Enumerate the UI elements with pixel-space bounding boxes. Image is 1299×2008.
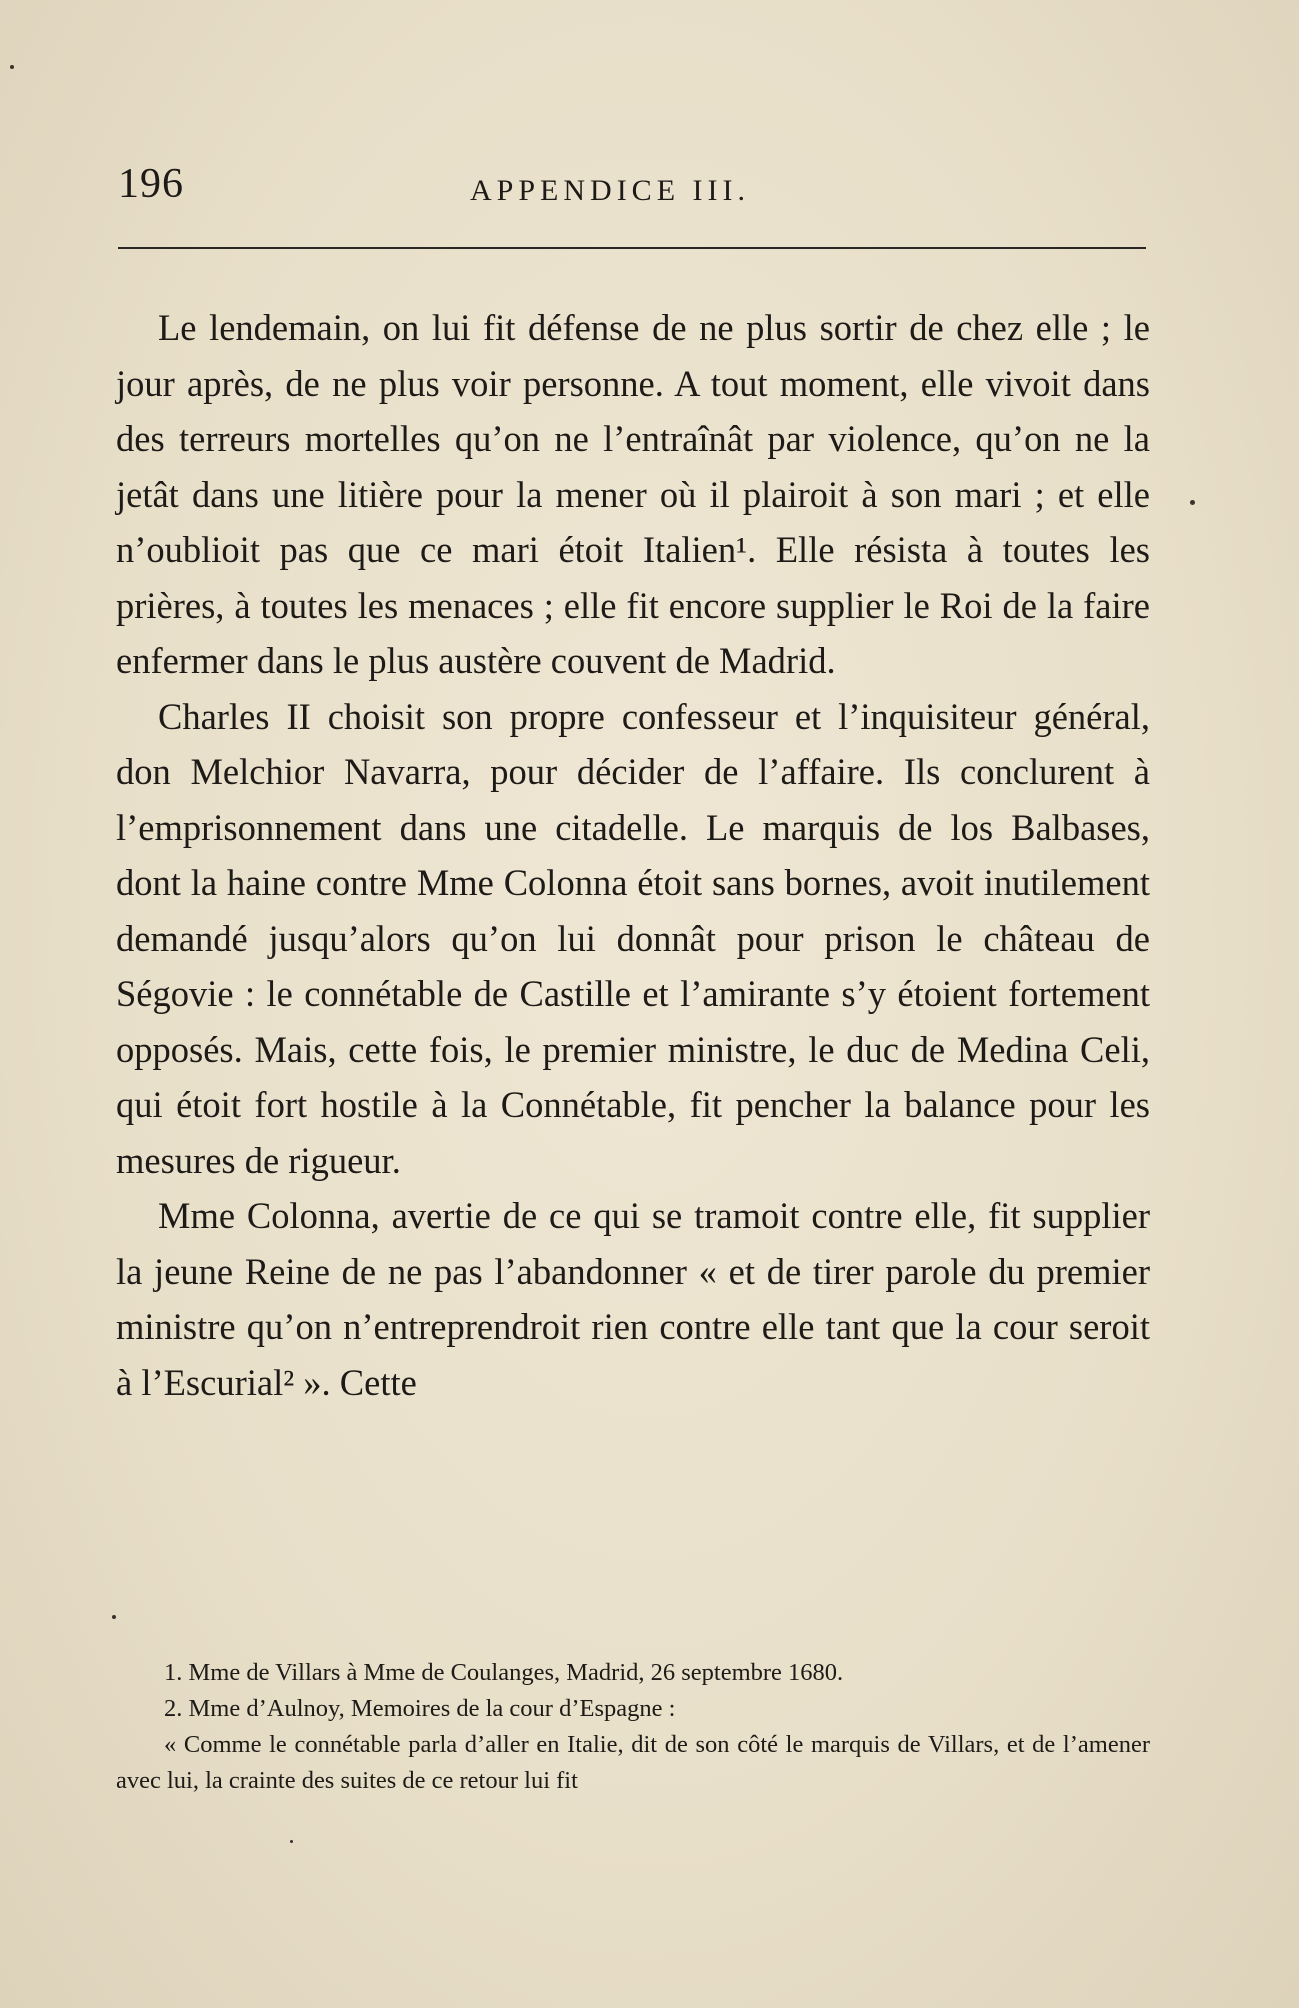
footnote-1: 1. Mme de Villars à Mme de Coulanges, Madrid, 26 septembre 1680. bbox=[164, 1659, 844, 1686]
ink-speck bbox=[112, 1615, 116, 1619]
footnotes bbox=[116, 1655, 1150, 1799]
main-text bbox=[116, 300, 1150, 1410]
page-header bbox=[118, 160, 1148, 220]
paragraph: Charles II choisit son propre confesseur et l’inquisiteur général, don Melchior Navarra, pour décider de l’affaire. Ils conclurent à l’emprisonnement dans une citadelle. Le marquis de los Balbases, dont la haine contre Mme Colonna étoit sans bornes, avoit inutilement demandé jusqu’alors qu’on lui donnât pour prison le château de Ségovie : le connétable de Castille et l’amirante s’y étoient fortement opposés. Mais, cette fois, le premier ministre, le duc de Medina Celi, qui étoit fort hostile à la Connétable, fit pencher la balance pour les mesures de rigueur. bbox=[116, 695, 1150, 1181]
ink-speck bbox=[10, 65, 14, 69]
running-head: APPENDICE III. bbox=[470, 174, 750, 207]
ink-speck bbox=[1190, 500, 1195, 505]
header-rule bbox=[118, 247, 1146, 249]
paragraph: Mme Colonna, avertie de ce qui se tramoit contre elle, fit supplier la jeune Reine de ne pas l’abandonner « et de tirer parole du premier ministre qu’on n’entreprendroit rien contre elle tant que la cour seroit à l’Escurial² ». Cette bbox=[116, 1195, 1150, 1403]
page-number: 196 bbox=[118, 161, 184, 207]
footnote-quote: « Comme le connétable parla d’aller en Italie, dit de son côté le marquis de Villars, et de l’amener avec lui, la crainte des suites de ce retour lui fit bbox=[116, 1731, 1150, 1794]
paragraph: Le lendemain, on lui fit défense de ne plus sortir de chez elle ; le jour après, de ne plus voir personne. A tout moment, elle vivoit dans des terreurs mortelles qu’on ne l’entraînât par violence, qu’on ne la jetât dans une litière pour la mener où il plairoit à son mari ; et elle n’oublioit pas que ce mari étoit Italien¹. Elle résista à toutes les prières, à toutes les menaces ; elle fit encore supplier le Roi de la faire enfermer dans le plus austère couvent de Madrid. bbox=[116, 307, 1150, 681]
footnote-2: 2. Mme d’Aulnoy, Memoires de la cour d’Espagne : bbox=[164, 1695, 676, 1722]
ink-speck bbox=[290, 1840, 293, 1843]
